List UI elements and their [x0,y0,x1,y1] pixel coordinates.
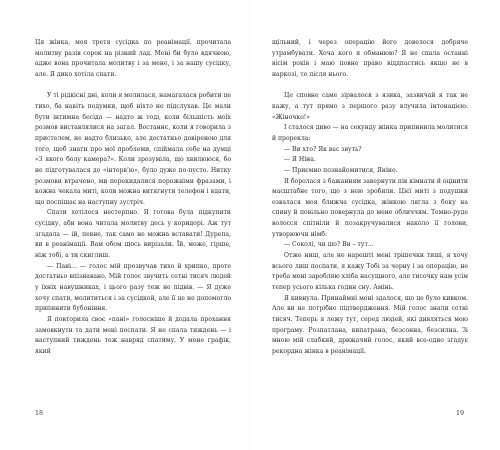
paragraph: Отже ниш, але не нарешті мені трішечки тиші, я хочу всього лиш поспати, я кажу Тобі за чорну і за операцію, не треба мені заробляю хліба насущного, але тисочку нам усім тепер усього кілька годин сну. Амінь. [272,252,468,292]
dialogue-line: — Ви хто? Як вас звуть? [284,145,362,153]
dialogue-line: — Я Ніна. [284,156,316,164]
paragraph: Я боролася з бажанням завернути пів кімнати й оцінити масштабне того, що з нею зробили. Цієї миті з подушки озвалася моя ближча сусідка, жінкою лягла з боку на спину й повільно повернула до мене обличчям. Темно-руде волосся спітніли й позакручувалися наколо її голови, утворюючи німб: [272,177,468,238]
paragraph: Спати хотілося нестерпно. Я готова була підкупити сусідку, аби вона читала молитву десь у коридорі. Аж тут згадала — ій, певне, так само не можна вставати! Дурепа, ви в реанімації. Вам обом щось вирізали. Їй, може, гірше, ніж тобі, а ти скиглиш. [35,209,231,260]
right-page-text [272,38,468,358]
paragraph: Ця жінка, моя третя сусідка по реанімації, прочитала молитву разів сорок на різний лад. Мені би було вдячною, адже вона прочитала молитву і за мене, і за нашу сусідку, але. Я дико хотіла спати. [35,39,231,78]
paragraph: Я кивнула. Принаймні мені здалося, що це було кивком. Але ви не потрібно підтвердження. Мій голос знали сотні тисяч. Теперь я лежу тут, серед людей, які дивляться мою програму. Розпатлана, випатрана, безсонна, безсилна. Зі мною мій слабкий, дрижачий голос, який все-одно згадує рекордна жінка в реанімації. [272,294,468,356]
paragraph: У ті рідкісні дні, коли я молилася, намагалася робити це тихо, ба навіть подумки, щоб ніхто не підслухав. Це мали бути інтимна бесіда — надто ж тоді, коли більшість моїх розмов виставлялися на загал. Востаннє, коли я говорила з пристелем, не надто близько, але достатньо довіреною для того, щоб знати про мої проблеми, спіймала себе на думці «З якого болу камера?». Коли зрозуміла, що хвилююся, бо не підготувалася до «інтерв’ю», було дуже по-пусто. Нитку розмови втрачено, ми перекидалися порожніми фразами, і кожна чекала миті, коли можна витягнути телефон і вдати, що поспішає на наступну зустріч. [35,92,231,206]
paragraph: Це сповне саме зірвалося з язика, зазвичай я так не кажу, а тут прямо з першого разу влучила інтонацією: «Жіночко!» [272,92,468,121]
dialogue-line: — Приємно познайомитися, Яніно. [284,166,398,174]
paragraph: щільний, і через операцію його довелося добряче утрамбувати. Хоча кого я обманюю? Я не спала останні вісім років і маю повне право віддпастись якщо не в наркозі, то після нього. [272,39,468,78]
page-number: 18 [35,410,44,417]
page-number: 19 [456,410,465,417]
left-page-text [35,38,231,358]
right-page [250,0,500,450]
paragraph: — Пані... — голос мій прозвучав тихо й хрипко, проте достатньо впізнавано. Мій голос звучить сотні тисяч людей у їхніх навушниках, і цього разу теж не підвів. — Я дуже хочу спати, молититься і за сусідкой, але її це не допомогло припинити бубоніння. [35,262,231,313]
paragraph: Я повторила своє «пані» голосніше й додала прохання замовкнути та дати мені поспати. Я не спала тиждень — і наступний тиждень теж навряд спатиму. У мене графік, який [35,316,231,356]
paragraph: І сталося диво — на секунду жінка припинила молитися й прорекла: [272,124,468,142]
dialogue-line: — Соколі, чи шо? Ви – тут... [284,241,374,249]
